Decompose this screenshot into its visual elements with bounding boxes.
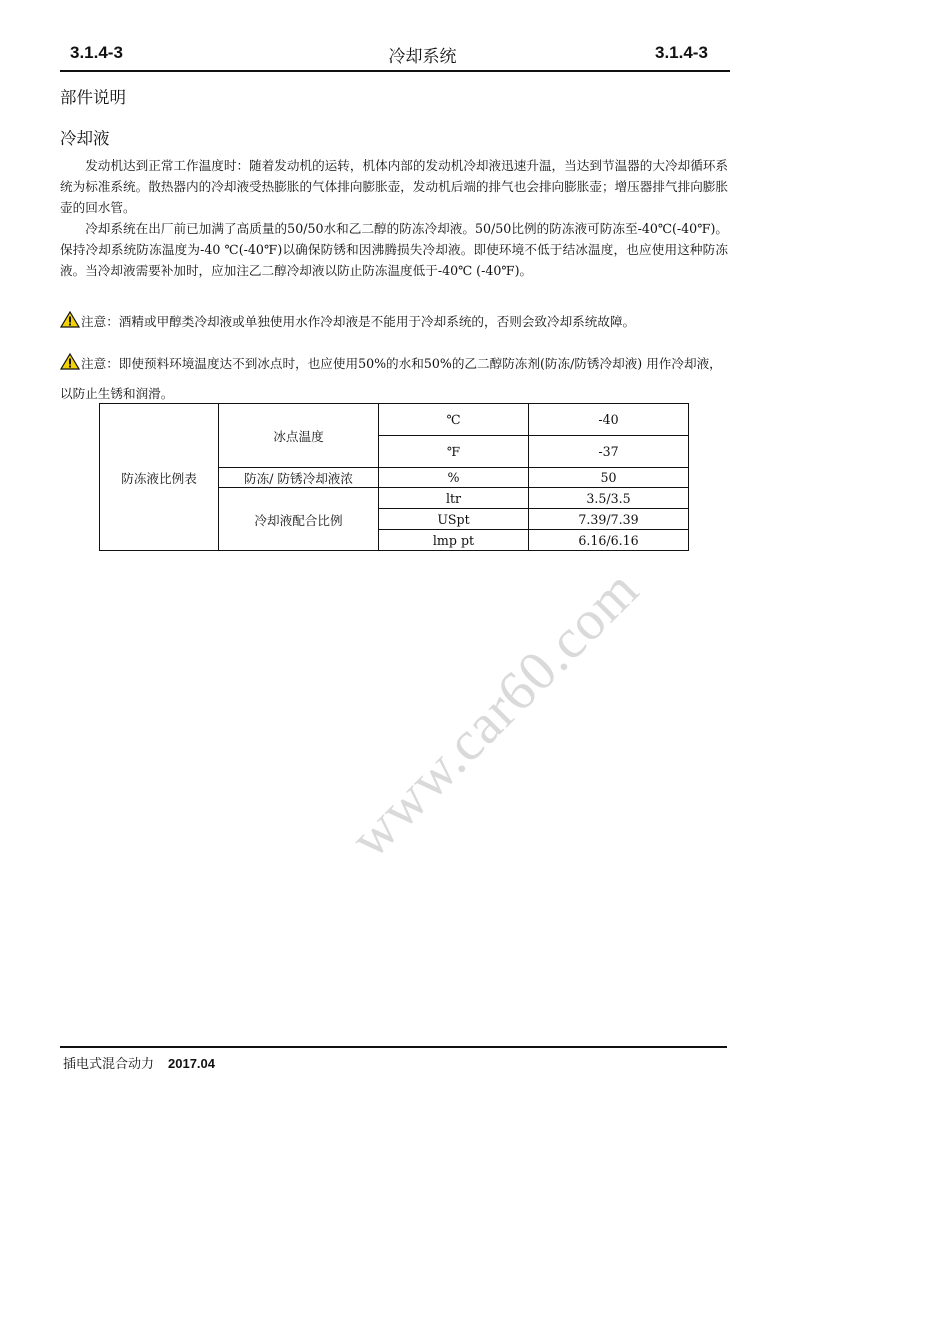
header-section-number-right: 3.1.4-3 — [655, 43, 708, 62]
paragraph-antifreeze: 冷却系统在出厂前已加满了高质量的50/50水和乙二醇的防冻冷却液。50/50比例的防冻液可防冻至-40℃(-40℉)。保持冷却系统防冻温度为-40 ℃(-40℉)以确保防锈和因沸腾损失冷却液。即使环境不低于结冰温度，也应使用这种防冻液。当冷却液需要补加时，应加注乙二醇冷却液以防止防冻温度低于-40℃ (-40℉)。 — [60, 221, 728, 278]
note-text: 注意：即使预料环境温度达不到冰点时，也应使用50%的水和50%的乙二醇防冻剂(防冻/防锈冷却液) 用作冷却液，以防止生锈和润滑。 — [60, 356, 722, 401]
watermark: www.car60.com — [338, 557, 651, 871]
paragraph-operation: 发动机达到正常工作温度时：随着发动机的运转，机体内部的发动机冷却液迅速升温，当达到节温器的大冷却循环系统为标准系统。散热器内的冷却液受热膨胀的气体排向膨胀壶，发动机后端的排气也会排向膨胀壶；增压器排气排向膨胀壶的回水管。 — [60, 158, 728, 215]
note-text: 注意：酒精或甲醇类冷却液或单独使用水作冷却液是不能用于冷却系统的，否则会致冷却系统故障。 — [81, 314, 636, 329]
warning-icon — [60, 311, 80, 336]
subsection-title: 冷却液 — [60, 129, 110, 148]
value-cell: 6.16/6.16 — [529, 530, 689, 551]
unit-cell: lmp pt — [379, 530, 529, 551]
section-title: 部件说明 — [60, 88, 126, 107]
unit-cell: ℉ — [379, 436, 529, 468]
mix-ratio-label: 冷却液配合比例 — [219, 488, 379, 551]
concentration-label: 防冻/ 防锈冷却液浓 — [219, 468, 379, 488]
unit-cell: % — [379, 468, 529, 488]
footer — [63, 1053, 215, 1072]
antifreeze-ratio-table — [99, 403, 689, 551]
warning-icon — [60, 352, 80, 380]
table-row-header: 防冻液比例表 — [100, 404, 219, 551]
value-cell: -40 — [529, 404, 689, 436]
header-divider — [60, 70, 730, 72]
footer-divider — [60, 1046, 727, 1048]
note-alcohol-coolant — [60, 310, 728, 336]
value-cell: 7.39/7.39 — [529, 509, 689, 530]
header-section-number-left: 3.1.4-3 — [70, 43, 123, 62]
footer-date: 2017.04 — [168, 1056, 216, 1071]
unit-cell: ltr — [379, 488, 529, 509]
unit-cell: ℃ — [379, 404, 529, 436]
value-cell: 50 — [529, 468, 689, 488]
freezing-point-label: 冰点温度 — [219, 404, 379, 468]
unit-cell: USpt — [379, 509, 529, 530]
value-cell: 3.5/3.5 — [529, 488, 689, 509]
table-row — [100, 404, 689, 436]
header-title: 冷却系统 — [388, 47, 457, 67]
value-cell: -37 — [529, 436, 689, 468]
note-mix-ratio — [60, 350, 728, 408]
footer-model: 插电式混合动力 — [63, 1057, 155, 1072]
